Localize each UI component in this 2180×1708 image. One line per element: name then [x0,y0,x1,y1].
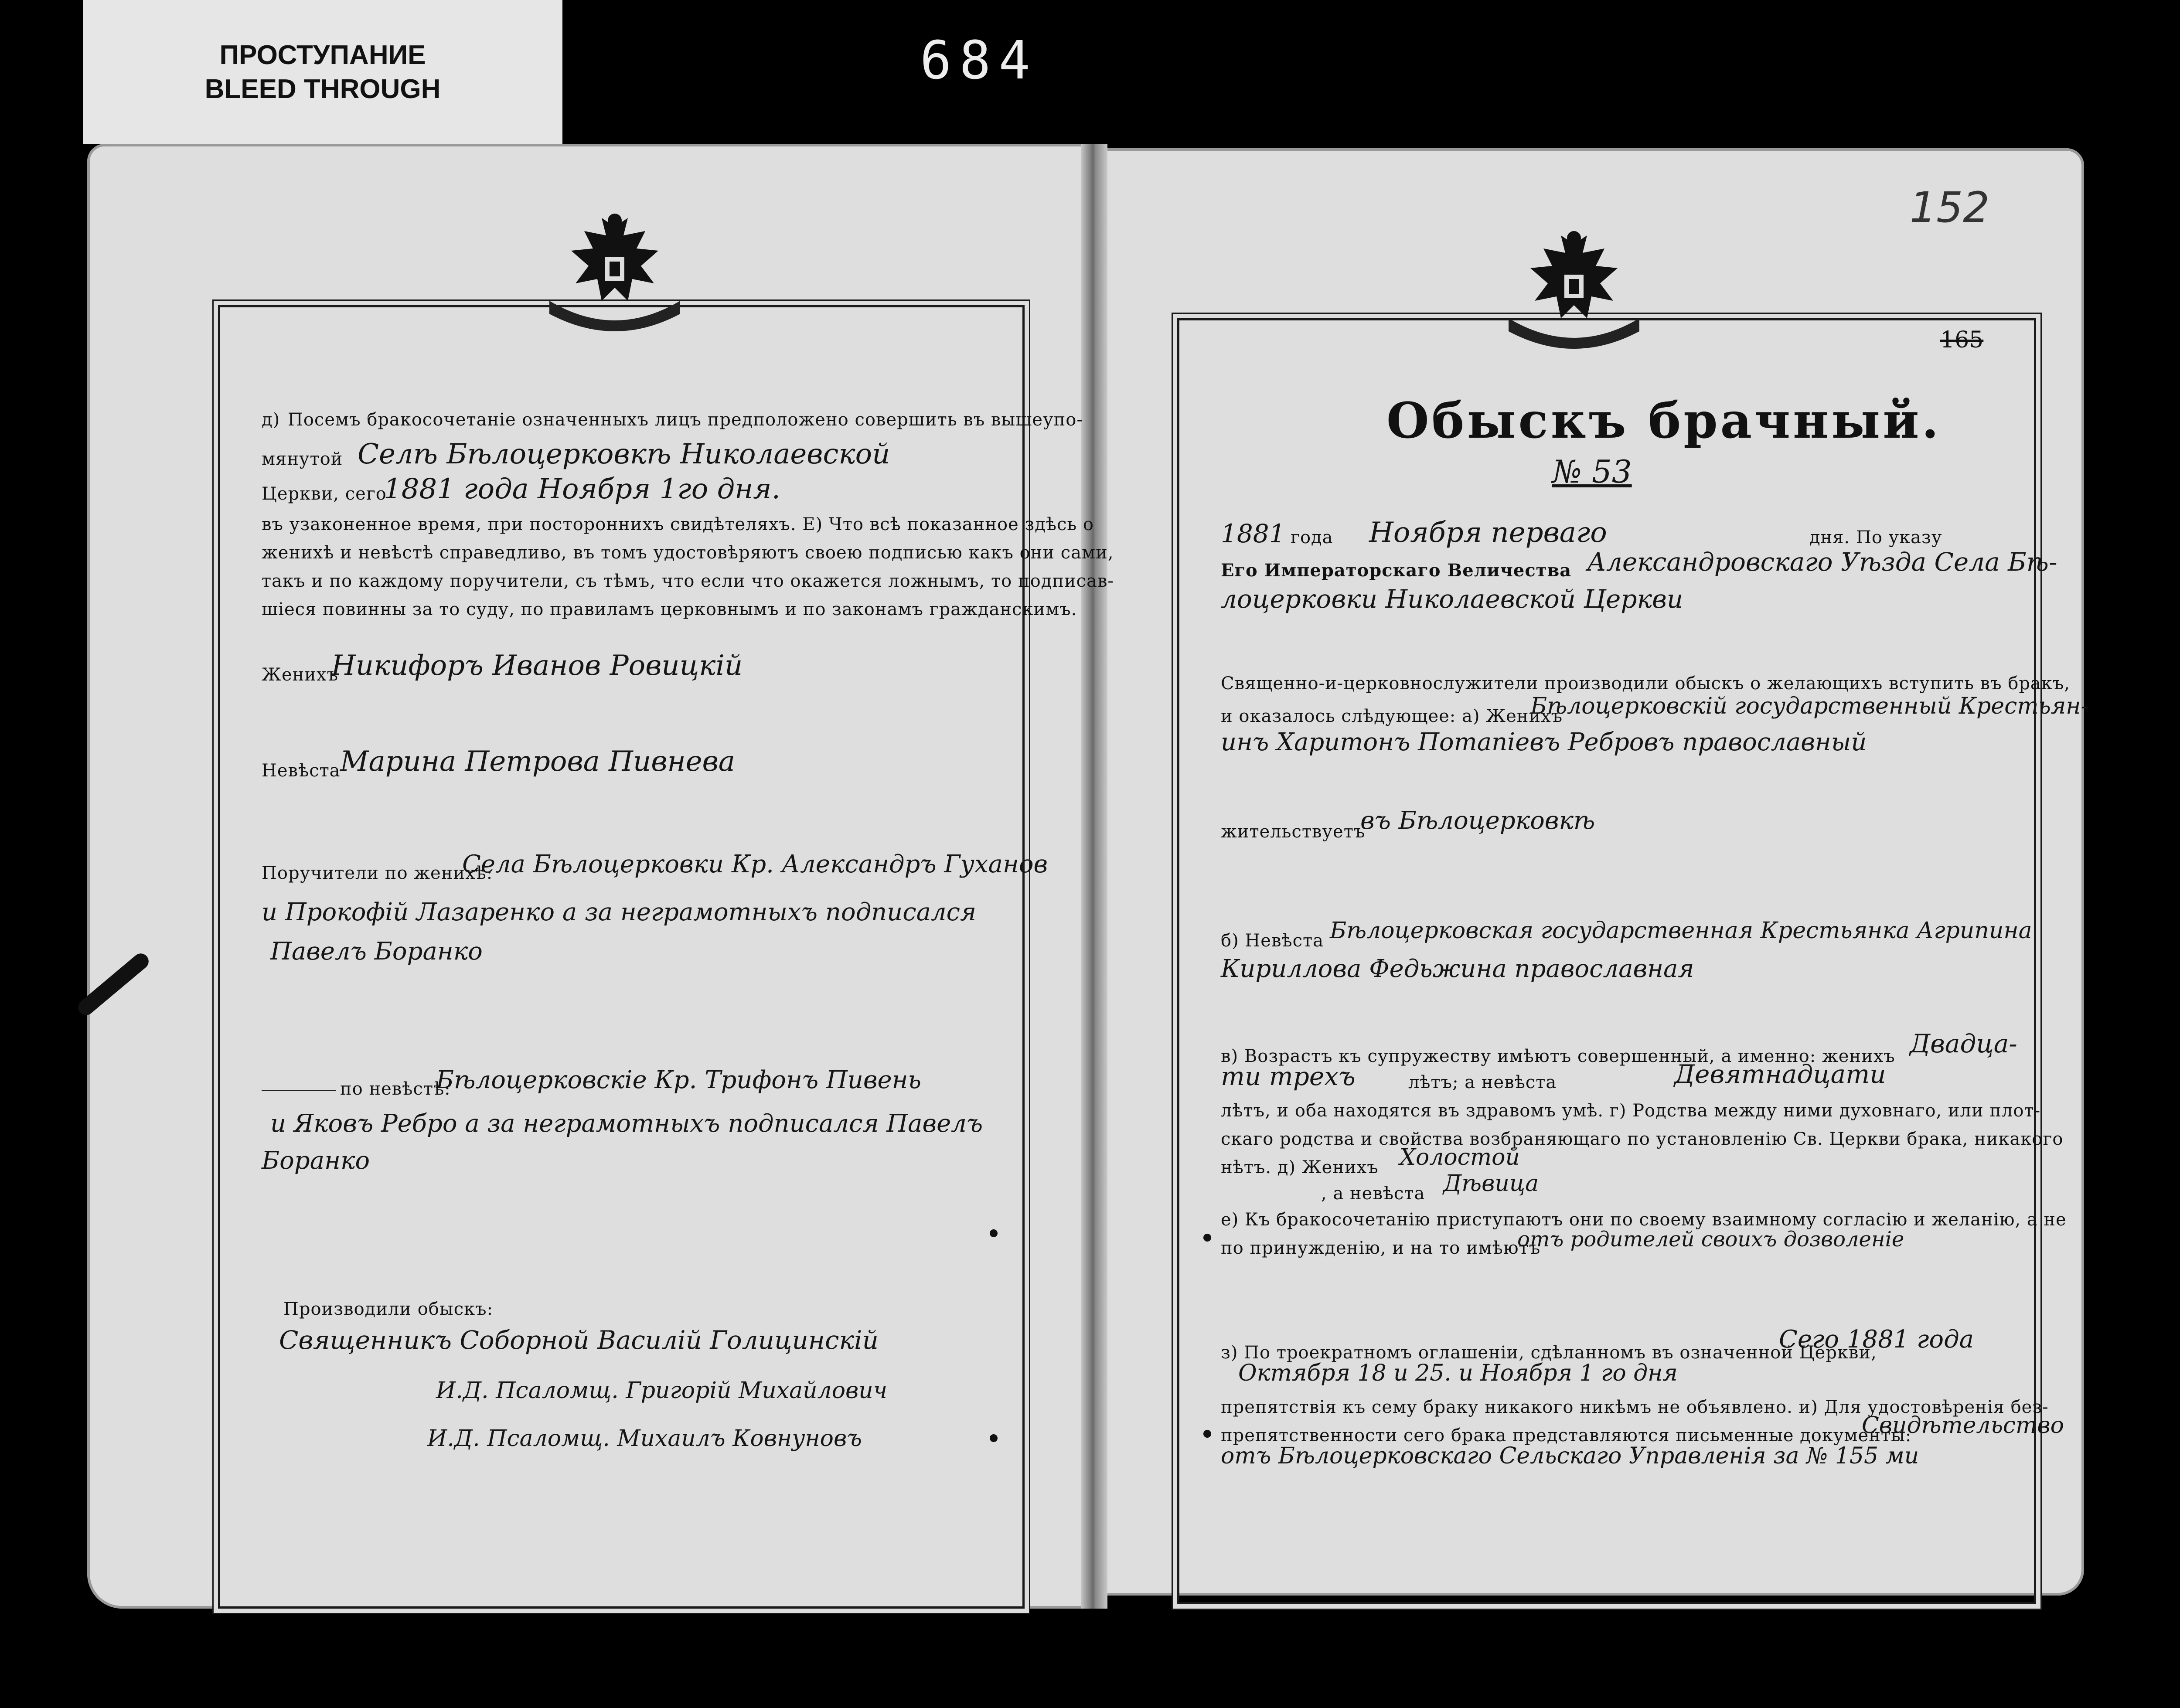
right-age-bride: Девятнадцати [1674,1059,1886,1089]
left-groom-name: Никифоръ Иванов Ровицкiй [331,650,743,682]
right-banns-hand1: Сего 1881 года [1779,1325,1974,1354]
right-groom-desc-line2: инъ Харитонъ Потапiевъ Ребровъ православный [1221,728,1867,756]
right-form-title: Обыскъ брачный. [1386,392,1942,449]
left-guarantors-bride-line1: Бѣлоцерковскiе Кр. Трифонъ Пивень [436,1066,922,1094]
left-signature-psalmist-2: И.Д. Псаломщ. Михаилъ Ковнуновъ [427,1426,862,1452]
left-clause-d-line2-print: мянутой [262,449,343,469]
ink-speck [990,1434,998,1442]
right-consent-line1: е) Къ бракосочетанiю приступаютъ они по своему взаимному согласiю и желанiю, а не [1221,1210,2067,1230]
right-consent-line2: по принужденiю, и на то имѣютъ [1221,1238,1541,1258]
right-bride-desc-line2: Кириллова Федьжина православная [1221,955,1694,983]
right-page-number-struck: 165 [1940,327,1984,353]
left-conducted-label: Производили обыскъ: [283,1299,494,1319]
left-guarantors-groom-line3: Павелъ Боранко [270,937,483,966]
right-status-line: нѣтъ. д) Женихъ [1221,1157,1379,1177]
left-guarantors-bride-line3: Боранко [262,1147,370,1175]
right-age-line1: в) Возрастъ къ супружеству имѣютъ совершенный, а именно: женихъ [1221,1046,1895,1066]
ink-speck [1203,1234,1211,1242]
left-signature-priest: Священникъ Соборной Василiй Голицинскiй [279,1325,879,1355]
right-status-bride-label: , а невѣста [1321,1184,1425,1204]
left-guarantors-bride-dash [262,1090,336,1091]
right-banns-line4: препятственности сего брака представляются письменные документы: [1221,1426,1912,1446]
book-gutter [1081,144,1107,1609]
ink-speck [1203,1430,1211,1438]
right-residence-hand: въ Бѣлоцерковкѣ [1360,806,1595,835]
left-clause-d-line5: женихѣ и невѣстѣ справедливо, въ томъ удостовѣряютъ своею подписью какъ они сами, [262,543,1114,563]
right-groom-desc-line1: Бѣлоцерковскiй государственный Крестьян- [1530,693,2089,719]
right-age-line3: лѣтъ, и оба находятся въ здравомъ умѣ. г) Родства между ними духовнаго, или плот- [1221,1101,2041,1121]
right-status-groom: Холостой [1400,1144,1520,1170]
right-church-line1: Александровскаго Уѣзда Села Бѣ- [1587,547,2057,577]
double-headed-eagle-emblem-icon [1495,227,1652,357]
left-signature-psalmist-1: И.Д. Псаломщ. Григорiй Михайлович [436,1378,888,1404]
right-age-line2: лѣтъ; а невѣста [1408,1072,1557,1092]
left-clause-d-label: д) [262,410,280,430]
right-banns-hand5: отъ Бѣлоцерковскаго Сельскаго Управленiя за № 155 ми [1221,1443,1919,1469]
right-bride-label: б) Невѣста [1221,931,1324,951]
left-guarantors-groom-line1: Села Бѣлоцерковки Кр. Александръ Гуханов [462,850,1048,878]
right-date-end: дня. По указу [1809,527,1942,548]
right-banns-dates: Октября 18 и 25. и Ноября 1 го дня [1238,1360,1678,1386]
right-consent-hand: отъ родителей своихъ дозволенiе [1517,1227,1904,1252]
right-bride-desc-line1: Бѣлоцерковская государственная Крестьянка Агрипина [1330,918,2032,944]
left-clause-d-line6: такъ и по каждому поручители, съ тѣмъ, что если что окажется ложнымъ, то подписав- [262,571,1114,591]
right-year-hand: 1881 [1221,519,1285,548]
right-age-line4: скаго родства и свойства возбраняющаго по установленiю Св. Церкви брака, никакого [1221,1129,2064,1149]
left-bride-label: Невѣста [262,761,341,781]
left-clause-d-line7: шiеся повинны за то суду, по правиламъ церковнымъ и по законамъ гражданскимъ. [262,599,1077,619]
bleed-label-russian: ПРОСТУПАНИЕ [219,40,426,70]
left-bride-name: Марина Петрова Пивнева [340,745,735,778]
right-form-number: № 53 [1552,453,1632,490]
left-guarantors-bride-label: по невѣстѣ: [340,1079,451,1099]
right-banns-hand4: Свидѣтельство [1862,1412,2064,1439]
right-age-groom-2: ти трехъ [1221,1062,1356,1091]
right-banns-line3: препятствiя къ сему браку никакого никѣмъ не объявлено. и) Для удостовѣренiя без- [1221,1397,2049,1417]
left-groom-label: Женихъ [262,665,338,685]
right-age-groom: Двадца- [1910,1029,2017,1058]
left-clause-d-line4: въ узаконенное время, при постороннихъ свидѣтеляхъ. Е) Что всѣ показанное здѣсь о [262,514,1094,534]
ink-speck [990,1229,998,1237]
bleed-through-label [83,0,562,144]
left-clause-d-line3-hand: 1881 года Ноября 1го дня. [384,473,780,505]
left-guarantors-groom-label: Поручители по женихѣ: [262,863,493,883]
double-headed-eagle-emblem-icon [536,209,693,340]
right-date-hand: Ноября перваго [1369,517,1607,549]
left-clause-d-line3-print: Церкви, сего [262,484,387,504]
left-guarantors-groom-line2: и Прокофiй Лазаренко а за неграмотныхъ подписался [262,898,977,926]
left-guarantors-bride-line2: и Яковъ Ребро а за неграмотныхъ подписался Павелъ [270,1109,983,1138]
right-clergy-line2-print: и оказалось слѣдующее: а) Женихъ [1221,706,1563,726]
right-year-label: года [1291,527,1333,548]
bleed-label-english: BLEED THROUGH [204,74,441,104]
right-residence-label: жительствуетъ [1221,822,1366,842]
left-clause-d-line1: Посемъ бракосочетанiе означенныхъ лицъ предположено совершить въ вышеупо- [288,410,1083,430]
right-clergy-line1: Священно-и-церковнослужители производили обыскъ о желающихъ вступить въ бракъ, [1221,674,2070,694]
right-majesty-line: Его Императорскаго Величества [1221,560,1572,581]
right-status-bride: Дѣвица [1443,1170,1539,1197]
right-church-line2: лоцерковки Николаевской Церкви [1221,584,1683,614]
left-clause-d-line2-hand: Селѣ Бѣлоцерковкѣ Николаевской [358,438,890,470]
right-banns-line1: з) По троекратномъ оглашенiи, сдѣланномъ въ означенной Церкви, [1221,1343,1877,1363]
right-page-number: 152 [1910,183,1990,232]
frame-number: 684 [920,31,1038,91]
